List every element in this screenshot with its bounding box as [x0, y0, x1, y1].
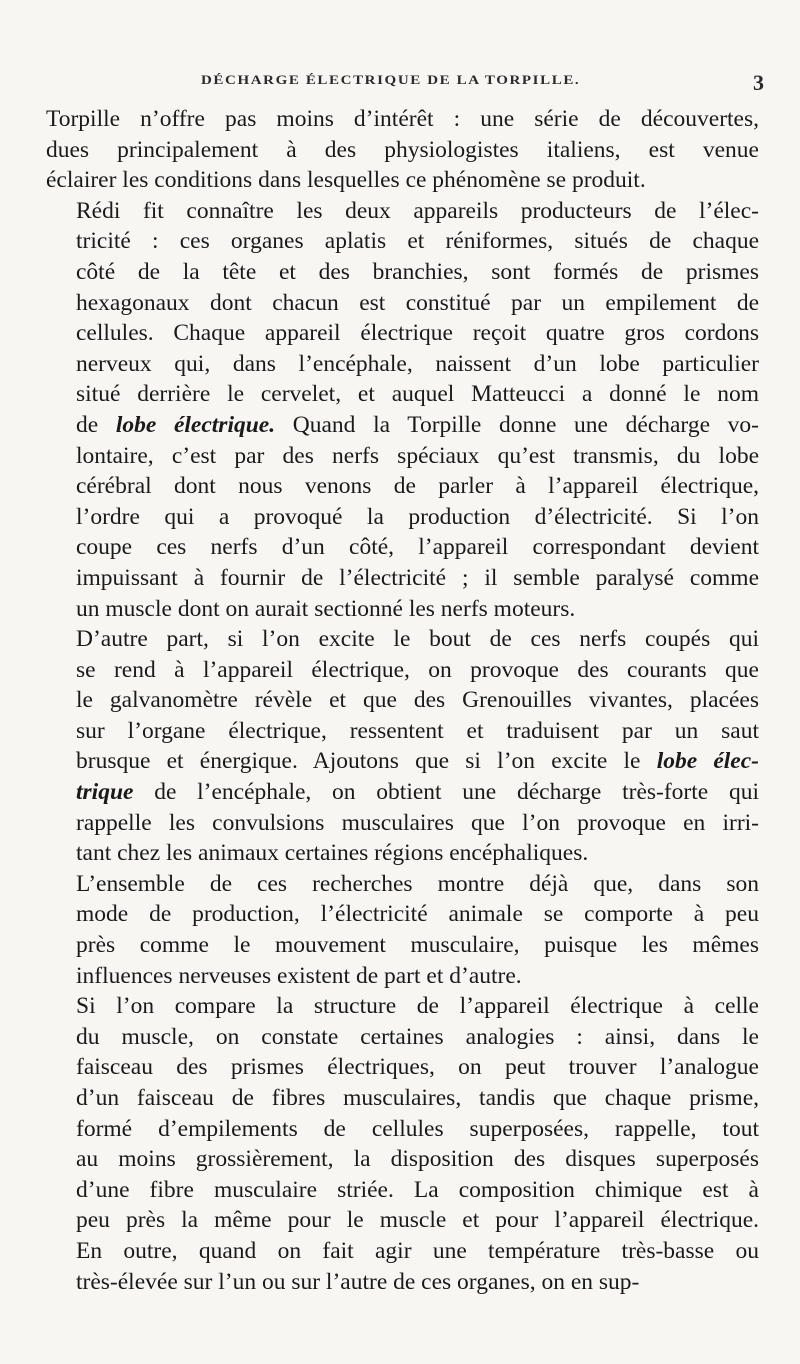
text-line: un muscle dont on aurait sectionné les nerfs moteurs. [76, 595, 576, 622]
text-line: situé derrière le cervelet, et auquel Matteucci a donné le nom [76, 381, 759, 408]
text-line: mode de production, l’électricité animale se comporte à peu [76, 901, 759, 928]
paragraph [46, 624, 759, 869]
text-line: cérébral dont nous venons de parler à l’appareil électrique, [76, 473, 759, 500]
text-line: peu près la même pour le muscle et pour l’appareil électrique. [76, 1207, 759, 1234]
text-line: tant chez les animaux certaines régions encéphaliques. [76, 840, 589, 867]
paragraph [46, 869, 759, 991]
text-line: Torpille n’offre pas moins d’intérêt : une série de découvertes, [46, 106, 759, 132]
text-line: D’autre part, si l’on excite le bout de ces nerfs coupés qui [76, 626, 759, 653]
page-number: 3 [753, 70, 764, 95]
paragraph [46, 991, 759, 1297]
text-line: l’ordre qui a provoqué la production d’électricité. Si l’on [76, 503, 759, 530]
text-line: dues principalement à des physiologistes italiens, est venue [46, 136, 759, 163]
text-line: au moins grossièrement, la disposition des disques superposés [76, 1146, 759, 1173]
text-line: lontaire, c’est par des nerfs spéciaux qu’est transmis, du lobe [76, 442, 759, 469]
text-line: influences nerveuses existent de part et d’autre. [76, 962, 522, 989]
text-line: coupe ces nerfs d’un côté, l’appareil correspondant devient [76, 534, 759, 561]
text-line: le galvanomètre révèle et que des Grenouilles vivantes, placées [76, 687, 759, 714]
text-line: rappelle les convulsions musculaires que l’on provoque en irri- [76, 809, 759, 836]
text-line: trique de l’encéphale, on obtient une décharge très-forte qui [76, 779, 759, 806]
italic-term: lobe élec- [656, 748, 759, 775]
italic-term: trique [76, 779, 134, 806]
text-line: En outre, quand on fait agir une température très-basse ou [76, 1237, 759, 1264]
text-line: nerveux qui, dans l’encéphale, naissent d’un lobe particulier [76, 350, 759, 377]
text-line: Si l’on compare la structure de l’appareil électrique à celle [76, 993, 759, 1020]
text-line: brusque et énergique. Ajoutons que si l’on excite le lobe élec- [76, 748, 759, 775]
text-line: éclairer les conditions dans lesquelles ce phénomène se produit. [46, 167, 646, 194]
text-line: près comme le mouvement musculaire, puisque les mêmes [76, 932, 759, 959]
text-line: formé d’empilements de cellules superposées, rappelle, tout [76, 1115, 759, 1142]
text-line: impuissant à fournir de l’électricité ; il semble paralysé comme [76, 564, 759, 591]
text-line: d’une fibre musculaire striée. La composition chimique est à [76, 1176, 759, 1203]
text-line: cellules. Chaque appareil électrique reçoit quatre gros cordons [76, 320, 759, 347]
text-line: très-élevée sur l’un ou sur l’autre de ces organes, on en sup- [76, 1268, 640, 1295]
text-line: tricité : ces organes aplatis et réniformes, situés de chaque [76, 228, 759, 255]
text-line: se rend à l’appareil électrique, on provoque des courants que [76, 656, 759, 683]
text-line: faisceau des prismes électriques, on peut trouver l’analogue [76, 1054, 759, 1081]
text-line: L’ensemble de ces recherches montre déjà que, dans son [76, 870, 759, 897]
body-text [46, 104, 759, 1297]
text-line: du muscle, on constate certaines analogies : ainsi, dans le [76, 1023, 759, 1050]
text-line: Rédi fit connaître les deux appareils producteurs de l’élec- [76, 197, 759, 224]
text-line: côté de la tête et des branchies, sont formés de prismes [76, 258, 759, 285]
paragraph [46, 104, 759, 196]
text-line: sur l’organe électrique, ressentent et traduisent par un saut [76, 717, 759, 744]
text-line: d’un faisceau de fibres musculaires, tandis que chaque prisme, [76, 1085, 759, 1111]
running-head [46, 70, 766, 98]
running-title: DÉCHARGE ÉLECTRIQUE DE LA TORPILLE. [201, 74, 581, 88]
text-line: hexagonaux dont chacun est constitué par un empilement de [76, 289, 759, 316]
text-line: de lobe électrique. Quand la Torpille donne une décharge vo- [76, 411, 759, 438]
paragraph [46, 196, 759, 624]
italic-term: lobe électrique. [115, 411, 276, 438]
